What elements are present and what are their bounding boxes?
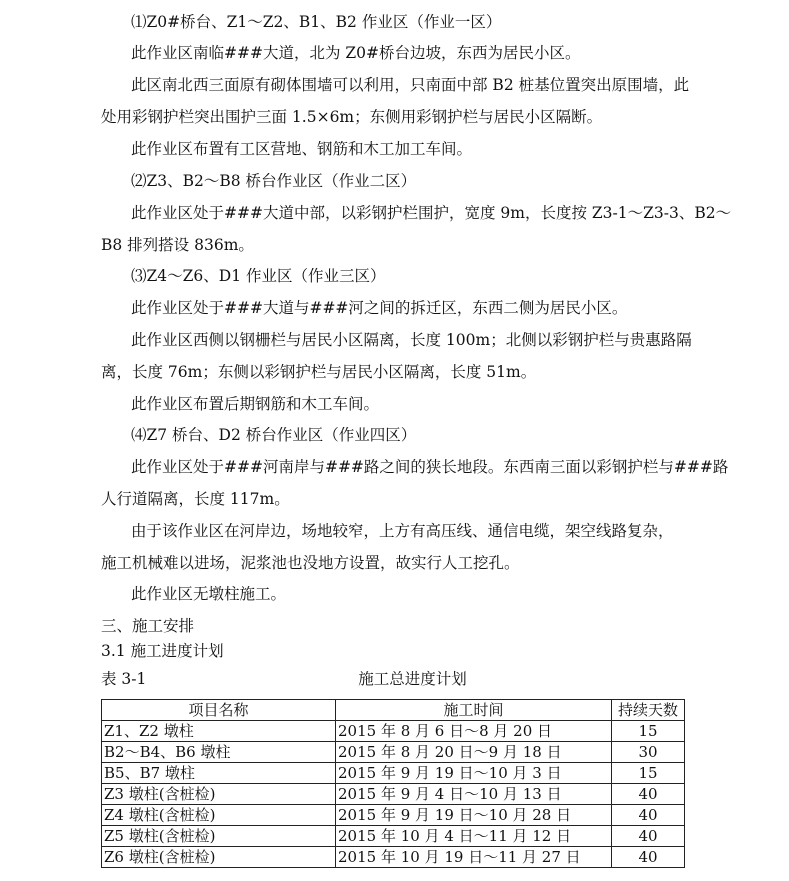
schedule-table	[101, 699, 685, 868]
section-heading-construction-arrangement: 三、施工安排	[101, 617, 195, 635]
table-row	[102, 826, 685, 847]
paragraph-zone-4-site-line-2: 施工机械难以进场，泥浆池也没地方设置，故实行人工挖孔。	[101, 554, 520, 572]
table-row	[102, 847, 685, 868]
paragraph-zone-3-facilities: 此作业区布置后期钢筋和木工车间。	[131, 395, 380, 413]
cell-time: 2015 年 9 月 19 日～10 月 28 日	[336, 805, 612, 826]
paragraph-zone-1-walls-line-1: 此区南北西三面原有砌体围墙可以利用，只南面中部 B2 桩基位置突出原围墙，此	[131, 76, 690, 94]
table-title: 施工总进度计划	[358, 670, 467, 688]
cell-item: Z1、Z2 墩柱	[102, 721, 336, 742]
paragraph-zone-4-site-line-1: 由于该作业区在河岸边，场地较窄，上方有高压线、通信电缆，架空线路复杂，	[131, 522, 674, 540]
paragraph-zone-2-line-2: B8 排列搭设 836m。	[101, 236, 254, 254]
paragraph-zone-2-line-1: 此作业区处于###大道中部，以彩钢护栏围护，宽度 9m，长度按 Z3-1～Z3-3、B2～	[131, 204, 732, 222]
table-row	[102, 763, 685, 784]
heading-zone-1: ⑴Z0#桥台、Z1～Z2、B1、B2 作业区（作业一区）	[131, 13, 502, 31]
cell-days: 40	[612, 784, 685, 805]
heading-zone-2: ⑵Z3、B2～B8 桥台作业区（作业二区）	[131, 172, 417, 190]
table-label: 表 3-1	[101, 670, 147, 688]
cell-item: Z5 墩柱(含桩检)	[102, 826, 336, 847]
cell-time: 2015 年 9 月 19 日～10 月 3 日	[336, 763, 612, 784]
paragraph-zone-1-location: 此作业区南临###大道，北为 Z0#桥台边坡，东西为居民小区。	[131, 44, 581, 62]
table-header-row	[102, 700, 685, 721]
paragraph-zone-4-no-pier: 此作业区无墩柱施工。	[131, 585, 287, 603]
cell-item: B5、B7 墩柱	[102, 763, 336, 784]
cell-time: 2015 年 8 月 6 日～8 月 20 日	[336, 721, 612, 742]
cell-item: B2～B4、B6 墩柱	[102, 742, 336, 763]
heading-zone-4: ⑷Z7 桥台、D2 桥台作业区（作业四区）	[131, 426, 417, 444]
cell-item: Z6 墩柱(含桩检)	[102, 847, 336, 868]
table-row	[102, 742, 685, 763]
cell-days: 40	[612, 826, 685, 847]
header-duration-days: 持续天数	[612, 700, 685, 721]
heading-zone-3: ⑶Z4～Z6、D1 作业区（作业三区）	[131, 267, 386, 285]
table-row	[102, 805, 685, 826]
table-row	[102, 721, 685, 742]
subsection-heading-schedule: 3.1 施工进度计划	[101, 642, 224, 660]
cell-time: 2015 年 10 月 4 日～11 月 12 日	[336, 826, 612, 847]
paragraph-zone-3-fence-line-1: 此作业区西侧以钢栅栏与居民小区隔离，长度 100m；北侧以彩钢护栏与贵惠路隔	[131, 331, 692, 349]
paragraph-zone-4-line-2: 人行道隔离，长度 117m。	[101, 490, 290, 508]
paragraph-zone-3-fence-line-2: 离，长度 76m；东侧以彩钢护栏与居民小区隔离，长度 51m。	[101, 363, 537, 381]
cell-days: 40	[612, 847, 685, 868]
cell-days: 15	[612, 763, 685, 784]
paragraph-zone-1-walls-line-2: 处用彩钢护栏突出围护三面 1.5×6m；东侧用彩钢护栏与居民小区隔断。	[101, 108, 603, 126]
paragraph-zone-4-line-1: 此作业区处于###河南岸与###路之间的狭长地段。东西南三面以彩钢护栏与###路	[131, 458, 729, 476]
table-row	[102, 784, 685, 805]
cell-days: 30	[612, 742, 685, 763]
header-construction-time: 施工时间	[336, 700, 612, 721]
cell-days: 40	[612, 805, 685, 826]
header-item-name: 项目名称	[102, 700, 336, 721]
cell-days: 15	[612, 721, 685, 742]
cell-item: Z3 墩柱(含桩检)	[102, 784, 336, 805]
cell-time: 2015 年 8 月 20 日～9 月 18 日	[336, 742, 612, 763]
cell-time: 2015 年 10 月 19 日～11 月 27 日	[336, 847, 612, 868]
cell-time: 2015 年 9 月 4 日～10 月 13 日	[336, 784, 612, 805]
paragraph-zone-3-location: 此作业区处于###大道与###河之间的拆迁区，东西二侧为居民小区。	[131, 299, 628, 317]
cell-item: Z4 墩柱(含桩检)	[102, 805, 336, 826]
paragraph-zone-1-facilities: 此作业区布置有工区营地、钢筋和木工加工车间。	[131, 140, 473, 158]
